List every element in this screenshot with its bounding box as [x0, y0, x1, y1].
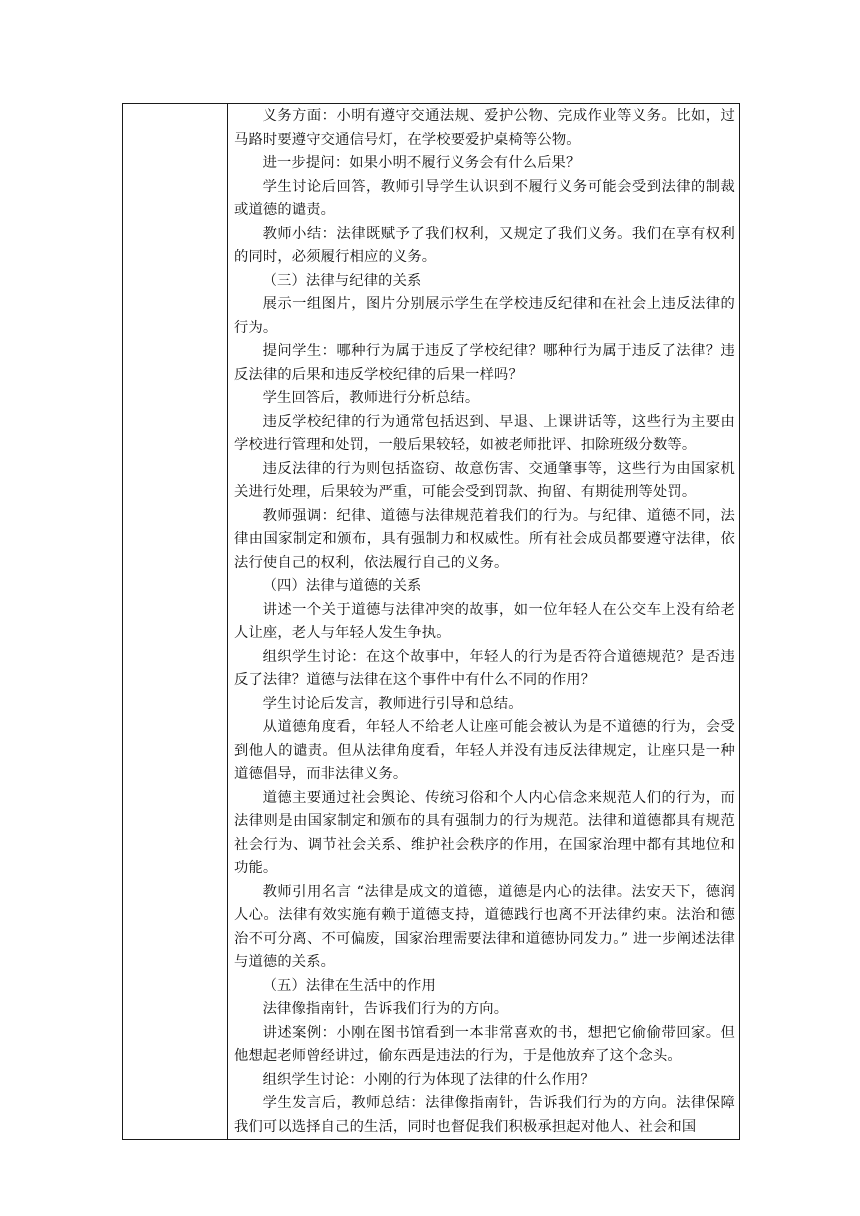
paragraph: 教师引用名言 “法律是成文的道德，道德是内心的法律。法安天下，德润人心。法律有效实施有赖于道德支持，道德践行也离不开法律约束。法治和德治不可分离、不可偏废，国家治理需要法律和道德协同发力。” 进一步阐述法律与道德的关系。 [234, 883, 735, 970]
paragraph: 学生讨论后发言，教师进行引导和总结。 [262, 695, 523, 712]
section-heading: （四）法律与道德的关系 [262, 578, 422, 594]
content-cell [228, 104, 740, 1140]
paragraph: 法律像指南针，告诉我们行为的方向。 [262, 1001, 509, 1017]
paragraph: 义务方面：小明有遵守交通法规、爱护公物、完成作业等义务。比如，过马路时要遵守交通信号灯，在学校要爱护桌椅等公物。 [234, 108, 735, 148]
paragraph: 学生发言后，教师总结：法律像指南针，告诉我们行为的方向。法律保障我们可以选择自己的生活，同时也督促我们积极承担起对他人、社会和国 [234, 1095, 735, 1135]
paragraph: 学生讨论后回答，教师引导学生认识到不履行义务可能会受到法律的制裁或道德的谴责。 [234, 178, 735, 218]
lesson-plan-table [122, 103, 740, 1140]
section-heading: （五）法律在生活中的作用 [262, 977, 436, 994]
paragraph: 组织学生讨论：小刚的行为体现了法律的什么作用？ [262, 1071, 595, 1088]
left-label-cell [123, 104, 228, 1140]
paragraph: 组织学生讨论：在这个故事中，年轻人的行为是否符合道德规范？是否违反了法律？道德与法律在这个事件中有什么不同的作用？ [234, 648, 735, 688]
paragraph: 从道德角度看，年轻人不给老人让座可能会被认为是不道德的行为，会受到他人的谴责。但从法律角度看，年轻人并没有违反法律规定，让座只是一种道德倡导，而非法律义务。 [234, 719, 735, 782]
paragraph: 进一步提问：如果小明不履行义务会有什么后果？ [262, 155, 581, 171]
paragraph: 教师小结：法律既赋予了我们权利，又规定了我们义务。我们在享有权利的同时，必须履行相应的义务。 [234, 225, 735, 265]
paragraph: 学生回答后，教师进行分析总结。 [262, 390, 480, 406]
paragraph: 讲述案例：小刚在图书馆看到一本非常喜欢的书，想把它偷偷带回家。但他想起老师曾经讲过，偷东西是违法的行为，于是他放弃了这个念头。 [234, 1024, 735, 1064]
table-row [123, 104, 740, 1140]
paragraph: 违反法律的行为则包括盗窃、故意伤害、交通肇事等，这些行为由国家机关进行处理，后果较为严重，可能会受到罚款、拘留、有期徒刑等处罚。 [234, 460, 735, 500]
section-heading: （三）法律与纪律的关系 [262, 272, 422, 289]
paragraph: 讲述一个关于道德与法律冲突的故事，如一位年轻人在公交车上没有给老人让座，老人与年轻人发生争执。 [234, 601, 735, 641]
paragraph: 教师强调：纪律、道德与法律规范着我们的行为。与纪律、道德不同，法律由国家制定和颁布，具有强制力和权威性。所有社会成员都要遵守法律，依法行使自己的权利，依法履行自己的义务。 [234, 507, 735, 571]
paragraph: 提问学生：哪种行为属于违反了学校纪律？哪种行为属于违反了法律？违反法律的后果和违反学校纪律的后果一样吗？ [234, 343, 735, 383]
paragraph: 道德主要通过社会舆论、传统习俗和个人内心信念来规范人们的行为，而法律则是由国家制定和颁布的具有强制力的行为规范。法律和道德都具有规范社会行为、调节社会关系、维护社会秩序的作用，在国家治理中都有其地位和功能。 [234, 789, 735, 876]
paragraph: 展示一组图片，图片分别展示学生在学校违反纪律和在社会上违反法律的行为。 [234, 296, 735, 336]
paragraph: 违反学校纪律的行为通常包括迟到、早退、上课讲话等，这些行为主要由学校进行管理和处罚，一般后果较轻，如被老师批评、扣除班级分数等。 [234, 413, 735, 453]
